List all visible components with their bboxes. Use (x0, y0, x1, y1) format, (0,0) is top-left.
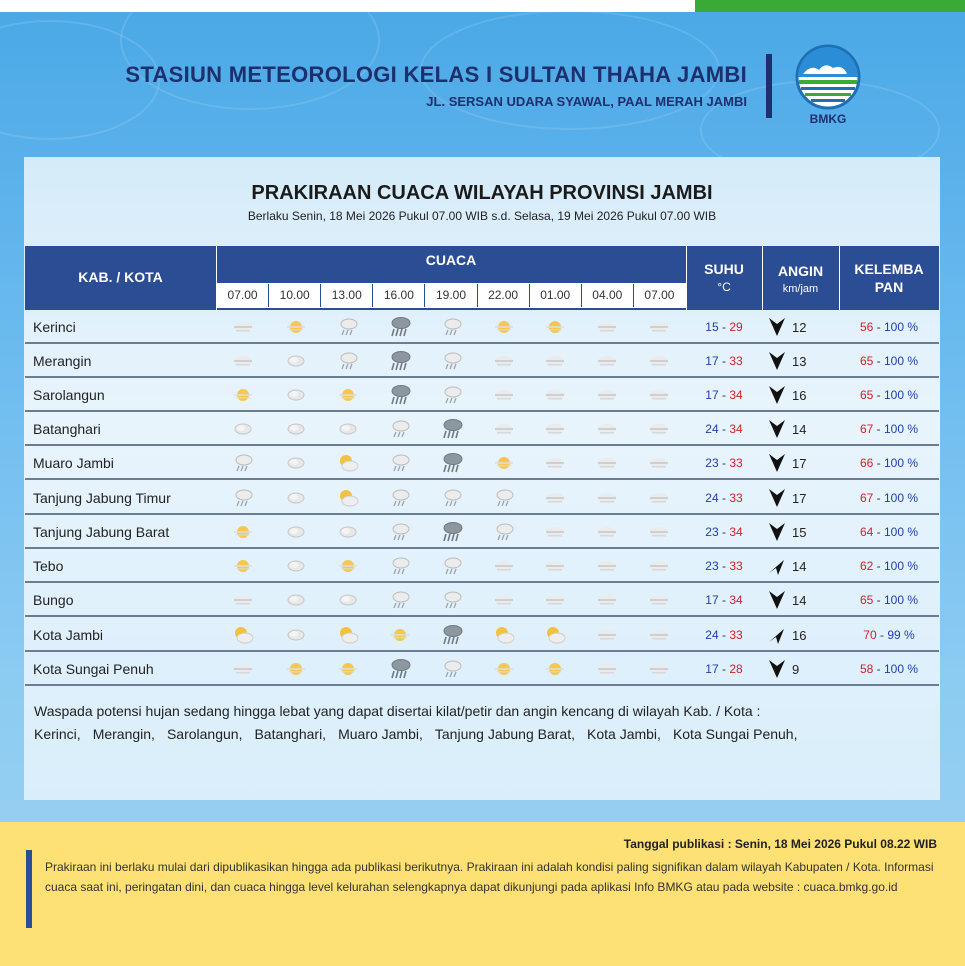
weather-light-rain-icon (336, 315, 360, 339)
weather-haze-icon (647, 657, 671, 681)
column-header-kelembapan: KELEMBA PAN (839, 246, 939, 310)
weather-haze-icon (595, 417, 619, 441)
wind-cell (762, 520, 839, 544)
temperature-range: 24 - 34 (705, 422, 743, 436)
weather-cloudy-icon (336, 417, 360, 441)
wind-speed: 17 (792, 491, 807, 506)
hour-label: 19.00 (425, 284, 477, 307)
bmkg-logo-icon (795, 44, 861, 110)
weather-haze-icon (231, 588, 255, 612)
weather-haze-icon (647, 520, 671, 544)
weather-cloudy-icon (231, 417, 255, 441)
weather-sunny-icon (492, 451, 516, 475)
weather-haze-icon (492, 349, 516, 373)
hour-row (216, 283, 686, 308)
weather-haze-icon (543, 588, 567, 612)
header-divider (766, 54, 772, 118)
weather-sunny-icon (543, 657, 567, 681)
kab-kota-name: Kota Jambi (33, 627, 104, 643)
weather-sunny-icon (231, 554, 255, 578)
table-row (25, 549, 939, 583)
humidity-range: 64 - 100 % (859, 525, 919, 539)
wind-speed: 12 (792, 320, 807, 335)
weather-light-rain-icon (388, 417, 412, 441)
weather-light-rain-icon (440, 554, 464, 578)
weather-haze-icon (595, 486, 619, 510)
header-separator (839, 246, 840, 310)
weather-light-rain-icon (388, 486, 412, 510)
weather-sunny-icon (336, 554, 360, 578)
weather-partly-cloudy-icon (336, 451, 360, 475)
humidity-range: 65 - 100 % (859, 388, 919, 402)
hour-label: 10.00 (269, 284, 321, 307)
weather-sunny-icon (336, 657, 360, 681)
weather-light-rain-icon (388, 554, 412, 578)
warning-area: Batanghari, (254, 726, 327, 742)
kab-kota-name: Bungo (33, 592, 74, 608)
weather-haze-icon (595, 554, 619, 578)
kab-kota-name: Sarolangun (33, 387, 105, 403)
station-address: JL. SERSAN UDARA SYAWAL, PAAL MERAH JAMBI (426, 94, 747, 109)
weather-haze-icon (595, 520, 619, 544)
wind-cell (762, 623, 839, 647)
weather-light-rain-icon (388, 588, 412, 612)
weather-heavy-rain-icon (388, 315, 412, 339)
column-header-cuaca: CUACA (216, 246, 686, 310)
table-row (25, 515, 939, 549)
wind-cell (762, 383, 839, 407)
wind-speed: 14 (792, 422, 807, 437)
bmkg-logo-text: BMKG (809, 112, 847, 126)
kab-kota-name: Kota Sungai Penuh (33, 661, 154, 677)
kab-kota-name: Tanjung Jabung Barat (33, 524, 170, 540)
kab-kota-name: Batanghari (33, 421, 101, 437)
weather-partly-cloudy-icon (336, 623, 360, 647)
warning-area: Sarolangun, (166, 726, 243, 742)
column-header-kab-kota: KAB. / KOTA (25, 246, 216, 310)
humidity-range: 67 - 100 % (859, 422, 919, 436)
warning-area: Merangin, (92, 726, 155, 742)
hour-label: 16.00 (373, 284, 425, 307)
weather-haze-icon (647, 417, 671, 441)
weather-haze-icon (647, 451, 671, 475)
table-row (25, 378, 939, 412)
temperature-range: 17 - 34 (705, 388, 743, 402)
weather-haze-icon (543, 383, 567, 407)
weather-partly-cloudy-icon (336, 486, 360, 510)
suhu-unit: °C (717, 280, 731, 294)
weather-light-rain-icon (388, 451, 412, 475)
wind-speed: 15 (792, 525, 807, 540)
wind-cell (762, 315, 839, 339)
weather-light-rain-icon (231, 451, 255, 475)
wind-cell (762, 657, 839, 681)
wind-speed: 17 (792, 456, 807, 471)
table-row (25, 412, 939, 446)
weather-heavy-rain-icon (388, 657, 412, 681)
weather-light-rain-icon (440, 588, 464, 612)
humidity-range: 70 - 99 % (863, 628, 915, 642)
table-row (25, 310, 939, 344)
weather-partly-cloudy-icon (543, 623, 567, 647)
temperature-range: 17 - 28 (705, 662, 743, 676)
weather-sunny-icon (284, 657, 308, 681)
hour-label: 07.00 (634, 284, 685, 307)
forecast-title: PRAKIRAAN CUACA WILAYAH PROVINSI JAMBI (251, 182, 713, 204)
weather-light-rain-icon (492, 486, 516, 510)
humidity-range: 66 - 100 % (859, 456, 919, 470)
table-row (25, 446, 939, 480)
weather-haze-icon (595, 315, 619, 339)
weather-haze-icon (492, 417, 516, 441)
table-row (25, 618, 939, 652)
kab-kota-name: Merangin (33, 353, 92, 369)
green-accent-bar (695, 0, 965, 12)
hour-label: 07.00 (217, 284, 269, 307)
weather-cloudy-icon (284, 554, 308, 578)
hour-label: 04.00 (582, 284, 634, 307)
warning-area: Tanjung Jabung Barat, (434, 726, 575, 742)
warning-area: Muaro Jambi, (338, 726, 423, 742)
humidity-range: 67 - 100 % (859, 491, 919, 505)
weather-cloudy-icon (336, 520, 360, 544)
weather-haze-icon (595, 588, 619, 612)
weather-haze-icon (543, 417, 567, 441)
humidity-range: 58 - 100 % (859, 662, 919, 676)
weather-sunny-icon (492, 657, 516, 681)
weather-heavy-rain-icon (388, 349, 412, 373)
weather-sunny-icon (284, 315, 308, 339)
weather-haze-icon (543, 451, 567, 475)
weather-haze-icon (647, 349, 671, 373)
wind-speed: 14 (792, 559, 807, 574)
temperature-range: 23 - 34 (705, 525, 743, 539)
weather-haze-icon (647, 623, 671, 647)
warning-box (34, 700, 914, 746)
temperature-range: 15 - 29 (705, 320, 743, 334)
weather-haze-icon (543, 486, 567, 510)
wind-cell (762, 588, 839, 612)
weather-haze-icon (492, 588, 516, 612)
humidity-range: 56 - 100 % (859, 320, 919, 334)
weather-cloudy-icon (284, 486, 308, 510)
weather-haze-icon (647, 554, 671, 578)
weather-sunny-icon (388, 623, 412, 647)
weather-light-rain-icon (336, 349, 360, 373)
wind-speed: 13 (792, 354, 807, 369)
weather-haze-icon (647, 588, 671, 612)
weather-light-rain-icon (440, 315, 464, 339)
weather-haze-icon (543, 349, 567, 373)
wind-speed: 16 (792, 628, 807, 643)
weather-haze-icon (595, 451, 619, 475)
weather-haze-icon (231, 349, 255, 373)
wind-cell (762, 554, 839, 578)
weather-haze-icon (595, 623, 619, 647)
weather-sunny-icon (543, 315, 567, 339)
humidity-range: 65 - 100 % (859, 354, 919, 368)
station-title: STASIUN METEOROLOGI KELAS I SULTAN THAHA JAMBI (125, 62, 747, 87)
weather-light-rain-icon (440, 657, 464, 681)
weather-sunny-icon (231, 520, 255, 544)
weather-heavy-rain-icon (440, 451, 464, 475)
angin-unit: km/jam (782, 283, 819, 295)
weather-cloudy-icon (284, 417, 308, 441)
header-separator (762, 246, 763, 310)
weather-light-rain-icon (440, 383, 464, 407)
weather-cloudy-icon (336, 588, 360, 612)
weather-haze-icon (492, 383, 516, 407)
column-header-suhu: SUHU °C (686, 246, 762, 310)
weather-haze-icon (231, 315, 255, 339)
weather-haze-icon (231, 657, 255, 681)
weather-haze-icon (543, 520, 567, 544)
weather-haze-icon (492, 554, 516, 578)
background-swirl (120, 0, 380, 110)
header-separator (686, 246, 687, 310)
table-row (25, 481, 939, 515)
weather-haze-icon (595, 349, 619, 373)
weather-cloudy-icon (284, 623, 308, 647)
wind-speed: 9 (792, 662, 800, 677)
wind-cell (762, 451, 839, 475)
wind-cell (762, 486, 839, 510)
table-row (25, 344, 939, 378)
kab-kota-name: Kerinci (33, 319, 76, 335)
weather-sunny-icon (231, 383, 255, 407)
weather-cloudy-icon (284, 451, 308, 475)
weather-light-rain-icon (388, 520, 412, 544)
wind-cell (762, 349, 839, 373)
weather-sunny-icon (492, 315, 516, 339)
weather-haze-icon (595, 657, 619, 681)
kab-kota-name: Muaro Jambi (33, 455, 114, 471)
hour-label: 13.00 (321, 284, 373, 307)
weather-haze-icon (647, 383, 671, 407)
publication-date: Tanggal publikasi : Senin, 18 Mei 2026 Pukul 08.22 WIB (623, 837, 937, 851)
footer-accent-bar (26, 850, 32, 928)
weather-haze-icon (595, 383, 619, 407)
table-row (25, 652, 939, 686)
wind-cell (762, 417, 839, 441)
weather-heavy-rain-icon (440, 417, 464, 441)
warning-text: Waspada potensi hujan sedang hingga lebat yang dapat disertai kilat/petir dan angin kencang di wilayah Kab. / Kota : (34, 703, 761, 719)
disclaimer-text: Prakiraan ini berlaku mulai dari dipublikasikan hingga ada publikasi berikutnya. Prakiraan ini adalah kondisi paling signifikan dalam wilayah Kabupaten / Kota. Informasi cuaca saat ini, peringatan dini, dan cuaca hingga level kelurahan selengkapnya dapat dikunjungi pada aplikasi Info BMKG atau pada website : cuaca.bmkg.go.id (45, 860, 934, 894)
wind-speed: 16 (792, 388, 807, 403)
weather-light-rain-icon (231, 486, 255, 510)
temperature-range: 24 - 33 (705, 628, 743, 642)
weather-partly-cloudy-icon (231, 623, 255, 647)
wind-speed: 14 (792, 593, 807, 608)
weather-light-rain-icon (440, 486, 464, 510)
weather-cloudy-icon (284, 349, 308, 373)
humidity-range: 65 - 100 % (859, 593, 919, 607)
temperature-range: 17 - 34 (705, 593, 743, 607)
weather-haze-icon (543, 554, 567, 578)
temperature-range: 24 - 33 (705, 491, 743, 505)
humidity-range: 62 - 100 % (859, 559, 919, 573)
warning-area: Kota Jambi, (587, 726, 661, 742)
weather-haze-icon (647, 315, 671, 339)
weather-cloudy-icon (284, 383, 308, 407)
weather-cloudy-icon (284, 588, 308, 612)
warning-area: Kota Sungai Penuh, (672, 726, 798, 742)
weather-light-rain-icon (492, 520, 516, 544)
hour-label: 22.00 (478, 284, 530, 307)
weather-cloudy-icon (284, 520, 308, 544)
column-header-angin: ANGIN km/jam (762, 246, 839, 310)
temperature-range: 23 - 33 (705, 456, 743, 470)
weather-heavy-rain-icon (440, 623, 464, 647)
warning-areas (34, 723, 914, 746)
warning-area: Kerinci, (34, 726, 81, 742)
kab-kota-name: Tanjung Jabung Timur (33, 490, 171, 506)
temperature-range: 17 - 33 (705, 354, 743, 368)
table-row (25, 583, 939, 617)
weather-light-rain-icon (440, 349, 464, 373)
weather-sunny-icon (336, 383, 360, 407)
weather-heavy-rain-icon (388, 383, 412, 407)
weather-heavy-rain-icon (440, 520, 464, 544)
kab-kota-name: Tebo (33, 558, 64, 574)
hour-label: 01.00 (530, 284, 582, 307)
temperature-range: 23 - 33 (705, 559, 743, 573)
weather-haze-icon (647, 486, 671, 510)
forecast-validity: Berlaku Senin, 18 Mei 2026 Pukul 07.00 WIB s.d. Selasa, 19 Mei 2026 Pukul 07.00 WIB (247, 209, 717, 223)
weather-partly-cloudy-icon (492, 623, 516, 647)
